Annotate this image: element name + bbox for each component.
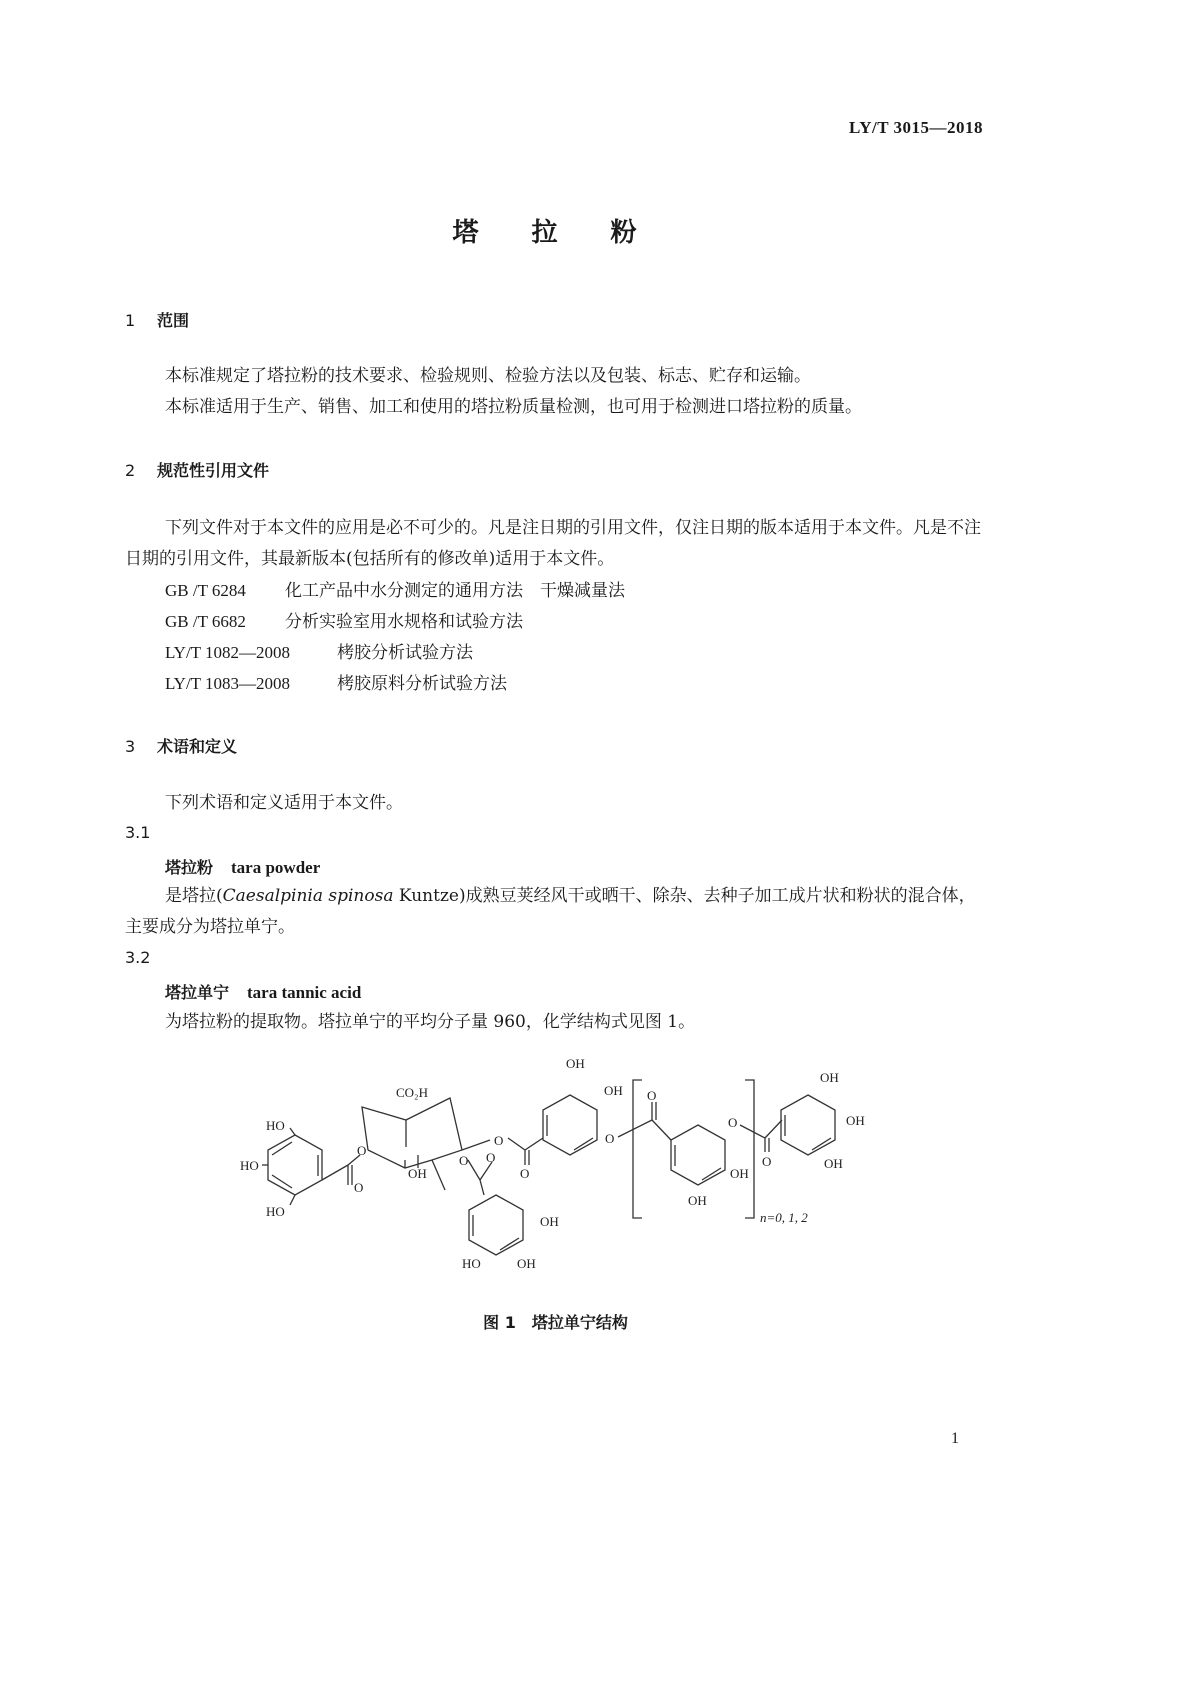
paragraph: 下列术语和定义适用于本文件。 bbox=[165, 793, 403, 813]
svg-text:OH: OH bbox=[820, 1070, 839, 1085]
svg-text:OH: OH bbox=[540, 1214, 559, 1229]
svg-text:O: O bbox=[520, 1166, 530, 1181]
svg-text:O: O bbox=[357, 1143, 367, 1158]
svg-text:CO₂H: CO₂H bbox=[396, 1085, 428, 1100]
paragraph: 下列文件对于本文件的应用是必不可少的。凡是注日期的引用文件，仅注日期的版本适用于本文件。凡是不注日期的引用文件，其最新版本(包括所有的修改单)适用于本文件。 bbox=[125, 518, 981, 569]
standard-code: LY/T 3015—2018 bbox=[848, 118, 983, 137]
section-heading-1: 1 范围 bbox=[125, 311, 190, 330]
svg-text:OH: OH bbox=[408, 1166, 427, 1181]
term-title: 塔拉单宁 tara tannic acid bbox=[165, 983, 362, 1002]
term-definition: 为塔拉粉的提取物。塔拉单宁的平均分子量 960，化学结构式见图 1。 bbox=[165, 1012, 696, 1032]
term-number: 3.1 bbox=[125, 823, 151, 842]
figure-caption: 图 1 塔拉单宁结构 bbox=[483, 1313, 628, 1332]
svg-text:OH: OH bbox=[566, 1056, 585, 1071]
term-number: 3.2 bbox=[125, 948, 151, 967]
svg-text:O: O bbox=[354, 1180, 364, 1195]
reference-item: GB /T 6682 分析实验室用水规格和试验方法 bbox=[165, 612, 523, 632]
svg-text:O: O bbox=[728, 1115, 738, 1130]
reference-item: LY/T 1083—2008 栲胶原料分析试验方法 bbox=[165, 674, 507, 694]
svg-text:HO: HO bbox=[266, 1118, 285, 1133]
reference-item: LY/T 1082—2008 栲胶分析试验方法 bbox=[165, 643, 473, 663]
page-title: 塔 拉 粉 bbox=[452, 218, 659, 248]
page-number: 1 bbox=[951, 1430, 959, 1447]
svg-text:OH: OH bbox=[846, 1113, 865, 1128]
svg-text:O: O bbox=[494, 1133, 504, 1148]
svg-text:OH: OH bbox=[604, 1083, 623, 1098]
svg-text:OH: OH bbox=[517, 1256, 536, 1271]
svg-text:O: O bbox=[647, 1088, 657, 1103]
term-title: 塔拉粉 tara powder bbox=[165, 858, 321, 877]
section-heading-2: 2 规范性引用文件 bbox=[125, 461, 270, 480]
svg-text:O: O bbox=[605, 1131, 615, 1146]
section-heading-3: 3 术语和定义 bbox=[125, 737, 238, 756]
svg-text:O: O bbox=[762, 1154, 772, 1169]
reference-item: GB /T 6284 化工产品中水分测定的通用方法 干燥减量法 bbox=[165, 581, 625, 601]
svg-text:O: O bbox=[486, 1150, 496, 1165]
svg-text:OH: OH bbox=[688, 1193, 707, 1208]
svg-text:OH: OH bbox=[824, 1156, 843, 1171]
svg-text:HO: HO bbox=[266, 1204, 285, 1219]
svg-text:O: O bbox=[459, 1153, 469, 1168]
paragraph: 本标准适用于生产、销售、加工和使用的塔拉粉质量检测，也可用于检测进口塔拉粉的质量。 bbox=[165, 397, 862, 417]
svg-text:OH: OH bbox=[730, 1166, 749, 1181]
svg-text:n=0, 1, 2: n=0, 1, 2 bbox=[760, 1210, 808, 1225]
svg-text:HO: HO bbox=[462, 1256, 481, 1271]
term-definition: 是塔拉(Caesalpinia spinosa Kuntze)成熟豆荚经风干或晒干、除杂、去种子加工成片状和粉状的混合体，主要成分为塔拉单宁。 bbox=[125, 886, 976, 937]
svg-text:HO: HO bbox=[240, 1158, 259, 1173]
paragraph: 本标准规定了塔拉粉的技术要求、检验规则、检验方法以及包装、标志、贮存和运输。 bbox=[165, 366, 811, 386]
